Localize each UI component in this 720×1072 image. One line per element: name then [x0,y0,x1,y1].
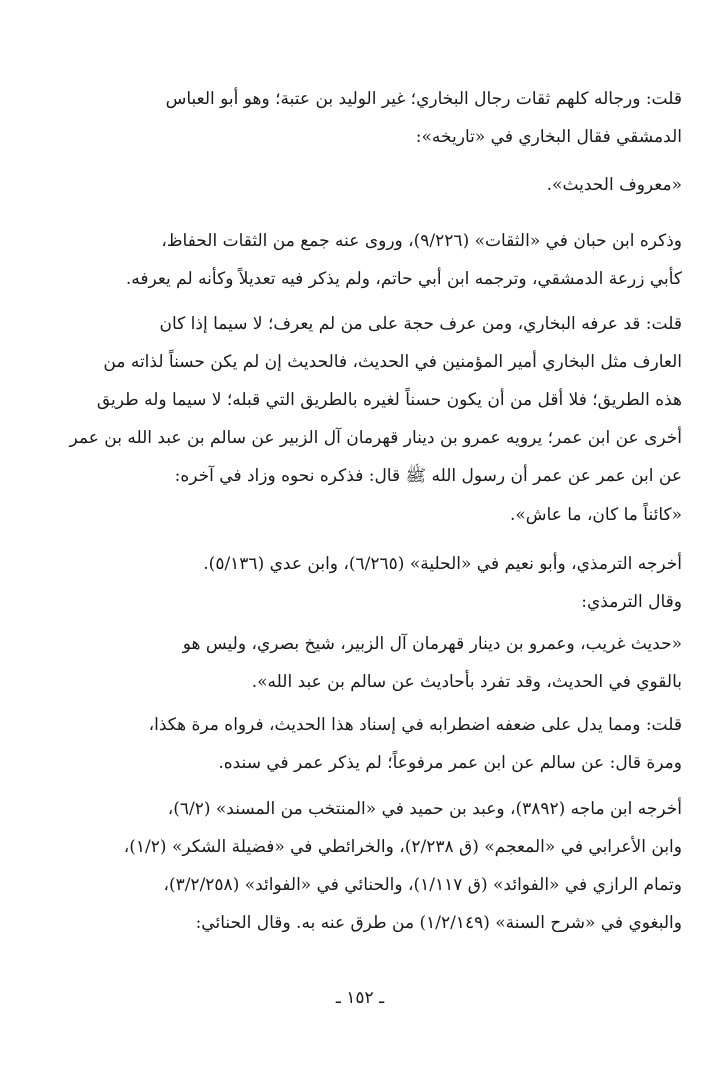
paragraph [38,222,682,298]
text-line: وابن الأعرابي في «المعجم» (ق ٢/٢٣٨)، والخرائطي في «فضيلة الشكر» (١/٢)، [123,837,682,857]
text-line: أخرجه الترمذي، وأبو نعيم في «الحلية» (٦/٢٦٥)، وابن عدي (٥/١٣٦). [203,554,682,574]
text-line: وتمام الرازي في «الفوائد» (ق ١/١١٧)، والحنائي في «الفوائد» (٣/٢/٢٥٨)، [163,875,682,895]
paragraph [38,790,682,942]
paragraph [38,80,682,156]
text-line: عن ابن عمر عن عمر أن رسول الله ﷺ قال: فذكره نحوه وزاد في آخره: [174,466,682,486]
text-line: والبغوي في «شرح السنة» (١/٢/١٤٩) من طرق عنه به. وقال الحنائي: [195,913,682,933]
text-line: هذه الطريق؛ فلا أقل من أن يكون حسناً لغيره بالطريق التي قبله؛ لا سيما وله طريق [96,390,682,410]
text-line: كأبي زرعة الدمشقي، وترجمه ابن أبي حاتم، ولم يذكر فيه تعديلاً وكأنه لم يعرفه. [125,269,682,289]
text-line: العارف مثل البخاري أمير المؤمنين في الحديث، فالحديث إن لم يكن حسناً لذاته من [103,352,682,372]
text-line: قلت: ومما يدل على ضعفه اضطرابه في إسناد هذا الحديث، فرواه مرة هكذا، [148,715,682,735]
paragraph [38,305,682,495]
text-line: قلت: ورجاله كلهم ثقات رجال البخاري؛ غير الوليد بن عتبة؛ وهو أبو العباس [165,89,682,109]
text-line: قلت: قد عرفه البخاري، ومن عرف حجة على من لم يعرف؛ لا سيما إذا كان [159,314,682,334]
text-line: «حديث غريب، وعمرو بن دينار قهرمان آل الزبير، شيخ بصري، وليس هو [182,634,682,654]
text-line: ومرة قال: عن سالم عن ابن عمر مرفوعاً؛ لم يذكر عمر في سنده. [218,753,682,773]
text-line: «كائناً ما كان، ما عاش». [509,505,682,525]
paragraph [38,166,682,204]
text-line: أخرى عن ابن عمر؛ يرويه عمرو بن دينار قهرمان آل الزبير عن سالم بن عبد الله بن عمر [69,428,682,448]
text-line: وقال الترمذي: [581,592,682,612]
paragraph [38,706,682,782]
paragraph [38,625,682,701]
text-line: أخرجه ابن ماجه (٣٨٩٢)، وعبد بن حميد في «المنتخب من المسند» (٦/٢)، [167,799,682,819]
text-line: وذكره ابن حبان في «الثقات» (٩/٢٢٦)، وروى عنه جمع من الثقات الحفاظ، [161,231,682,251]
page-number: ـ ١٥٢ ـ [335,988,385,1008]
text-line: بالقوي في الحديث، وقد تفرد بأحاديث عن سالم بن عبد الله». [251,672,682,692]
text-line: الدمشقي فقال البخاري في «تاريخه»: [415,127,682,147]
paragraph [38,496,682,534]
paragraph [38,545,682,621]
text-line: «معروف الحديث». [546,175,682,195]
